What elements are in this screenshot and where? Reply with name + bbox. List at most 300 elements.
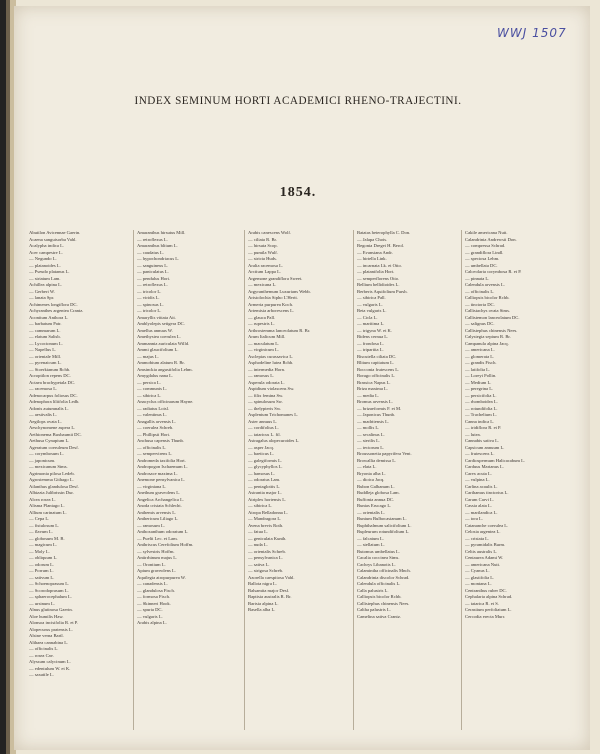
species-entry: Cerastium perfoliatum L. [465,607,512,612]
species-entry: Androsace maxima L. [137,470,178,476]
species-entry: — valentinus L. [137,412,167,417]
species-entry: — elatum Salisb. [29,334,61,339]
species-entry: — caudatus L. [137,249,164,255]
species-entry: Anthriscus Cerefolium Hoffm. [137,542,194,547]
species-entry: — fistulosum L. [29,522,60,528]
species-entry: — Japonicus Thunb. [357,412,396,417]
species-entry: Achimenes longiflora DC. [29,301,78,307]
species-entry: Andropogon Ischaemum L. [137,464,188,469]
species-entry: — retroflexus L. [137,236,168,242]
species-entry: Aeschynomene aspera L. [29,425,76,430]
species-entry: — orientalis L. [357,509,385,515]
species-entry: — orientalis Schreb. [248,548,286,554]
species-entry: — sempervirens L. [137,451,173,456]
species-entry: — salignus DC. [465,321,495,326]
species-entry: Anagallis arvensis L. [137,418,176,424]
species-entry: — Porrum L. [29,568,54,573]
species-entry: — falcatum L. [357,535,384,541]
species-entry: — cordifolius L. [248,425,279,430]
species-entry: Agrostemma Githago L. [29,477,74,482]
species-entry: — tatarica R. et S. [465,600,499,606]
species-entry: — umbellata DC. [465,262,498,268]
species-entry: — iridiflora R. et P. [465,425,502,430]
species-entry: Aristolochia Sipho L'Herit. [248,295,298,300]
species-entry: — secalinus L. [357,431,385,437]
species-entry: — sanguineus L. [137,262,169,268]
species-entry: — ciliata R. Br. [248,236,277,242]
species-entry: — officinalis L. [137,444,167,450]
species-entry: — japonicum. [29,457,56,463]
species-entry: — hirtella Link. [357,256,387,261]
species-entry: Anoda cristata Schlecht. [137,503,182,508]
species-entry: Artemisia arborescens L. [248,308,295,313]
species-entry: Arthrostemma lanceolatum R. Br. [248,327,311,333]
species-entry: Andromeda taxifolia Hort. [137,457,186,463]
species-entry: — Moly L. [29,548,50,554]
species-entry: Calla palustris L. [357,587,389,593]
species-entry: Anethum graveolens L. [137,490,181,495]
year-heading: 1854. [279,185,317,200]
species-entry: Calliopsis bicolor Rchb. [465,295,510,300]
species-entry: Callistemon lanceolatum DC. [465,314,520,320]
species-entry: Butomus umbellatus L. [357,548,401,554]
species-entry: — vulgaris L. [137,613,163,619]
species-entry: — rupestris L. [248,321,275,326]
species-entry: Armeria purpurea Koch. [248,301,294,307]
species-entry: — maritima L. [357,321,385,326]
species-entry: — americana L. [465,347,495,352]
species-entry: — mexicana L. [248,282,277,287]
species-entry: Ailanthus glandulosa Desf. [29,483,79,489]
species-entry: Callistephus chinensis Nees. [357,600,410,606]
species-entry: Biscutella ciliata DC. [357,353,397,359]
species-entry: Anthemis arvensis L. [137,509,177,515]
species-entry: Calamintha officinalis Mnch. [357,568,411,573]
species-entry: Amaranthus hirsutus Mill. [137,230,186,235]
species-entry: — formosa Fisch. [137,594,171,599]
species-entry: — tinctoria DC. [465,301,495,307]
species-entry: — rhomboidea L. [465,399,498,404]
species-entry: — fatua L. [248,529,269,534]
species-entry: Althaea cannabina L. [29,639,69,645]
species-entry: Aconitum Anthora L. [29,314,69,320]
species-entry: — sibirica L. [248,503,273,508]
species-entry: — stellatum L. [357,542,385,547]
species-entry: — obliquum L. [29,555,58,560]
species-entry: — sphaerocephalum L. [29,594,72,599]
species-entry: — sterilis L. [357,438,381,443]
species-entry: — pinnata L. [465,275,490,281]
species-entry: — marilandica L. [465,509,498,515]
species-entry: Amsinckia angustifolia Lehm. [137,366,193,372]
species-entry: — frondosa L. [357,340,384,346]
species-entry: Callistachys ovata Sims. [465,308,511,313]
species-entry: — maculatum L. [248,340,280,346]
species-entry: — odoratus Lam. [248,477,281,482]
species-entry: — communis L. [137,386,167,391]
species-entry: Argyranthemum Luxurians Webb. [248,288,311,294]
species-entry: — ursinum L. [29,600,55,606]
species-entry: — tectorum L. [357,444,385,450]
species-entry: Catananche coerulea L. [465,522,509,528]
species-entry: Aloe humilis Haw. [29,613,64,619]
species-entry: Batatas heterophylla C. Don. [357,230,411,235]
species-entry: — Napellus L. [29,347,57,352]
species-entry: Carthamus tinctorius L. [465,490,509,495]
species-entry: Asclepias curassavica L. [248,353,294,359]
species-entry: Capsicum annuum L. [465,444,505,450]
handwritten-annotation: WWJ 1507 [497,26,567,40]
species-entry: Adenophora liliifolia Ledb. [29,399,80,404]
species-entry: Alsine verna Bartl. [29,633,64,638]
species-entry: Achillea alpina L. [29,282,63,287]
species-entry: — nuda L. [248,542,268,547]
species-entry: — ramosus L. [248,373,275,378]
species-entry: Amellus annuus W. [137,327,173,333]
species-entry: Bupleurum rotundifolium L. [357,529,410,534]
species-entry: Ammannia auriculata Willd. [137,340,190,346]
species-entry: — brizaeformis F. et M. [357,405,402,411]
species-entry: — Mandragora L. [248,516,282,521]
species-entry: Berberis Aquifolium Pursh. [357,288,408,294]
species-entry: — virginiana L. [137,483,167,489]
species-entry: — glomerata L. [465,353,495,359]
species-entry: — thelypteris Sw. [248,405,282,411]
index-column-3 [248,230,354,614]
species-entry: — odorum L. [29,561,55,567]
species-entry: Balsamita major Desf. [248,587,290,593]
species-entry: — magicum L. [29,542,57,547]
species-entry: Alisma Plantago L. [29,503,65,508]
column-divider [461,230,462,730]
species-entry: — incarnata Lk. et Otto. [357,262,402,268]
species-entry: Cacalia coccinea Sims. [357,555,400,560]
species-entry: Buddleja globosa Lam. [357,490,400,495]
species-entry: — Gerberi W. [29,288,55,294]
species-entry: — Cicla L. [357,314,378,320]
species-entry: — glandulosa Fisch. [137,587,175,593]
species-entry: — mexicanum Sims. [29,464,68,469]
species-entry: Carex acuta L. [465,470,492,476]
species-entry: Astrantia major L. [248,490,282,495]
species-entry: Agrimonia pilosa Ledeb. [29,470,75,476]
species-entry: — hamosus L. [248,470,275,476]
species-entry: — Evansiana Andr. [357,249,393,255]
species-entry: — corymbosum L. [29,451,64,456]
species-entry: Baptisia australis R. Br. [248,594,292,599]
species-entry: — paniculatus L. [137,269,169,274]
species-entry: — globosum M. B. [29,535,65,541]
species-entry: — tricolor L. [137,288,162,294]
species-entry: Bartsia alpina L. [248,600,279,606]
species-entry: — asper Jacq. [248,444,274,450]
species-entry: — sylvestris Hoffm. [137,548,175,554]
species-entry: Briza maxima L. [357,386,388,391]
species-entry: Buffonia annua DC. [357,496,395,502]
species-entry: Anthericum Liliago L. [137,516,179,521]
species-entry: — officinalis L. [29,646,59,651]
species-entry: — baeticus L. [248,451,274,456]
species-entry: — grandis Fisch. [465,360,497,365]
species-entry: Celtis australis L. [465,548,498,554]
index-column-1 [29,230,135,679]
species-entry: Amethystea coerulea L. [137,334,181,339]
species-entry: Amblyolepis setigera DC. [137,321,185,326]
species-entry: — Medium L. [465,379,492,385]
species-entry: — radiatus Loisl. [137,405,170,411]
species-entry: Asperula odorata L. [248,379,285,385]
species-entry: Calliopsis bicolor Rchb. [357,594,402,599]
page-title: INDEX SEMINUM HORTI ACADEMICI RHENO-TRAJECTINI. [134,95,462,107]
species-entry: Begonia Dregei H. Berol. [357,243,405,248]
species-entry: Bellium bellidioides L. [357,282,400,287]
species-entry: — frutescens L. [465,451,495,456]
species-entry: Beta vulgaris L. [357,308,387,313]
species-entry: Acer campestre L. [29,249,63,255]
species-entry: Cassia alata L. [465,503,492,508]
species-entry: — retroflexus L. [137,282,168,287]
species-entry: — saxatile L. [29,672,54,677]
species-entry: — glastifolia L. [465,574,495,580]
species-entry: Cannabis sativa L. [465,438,500,443]
species-entry: — Puelii Lec. et Lam. [137,535,178,541]
species-entry: — platanifolia Hort. [357,269,395,274]
species-entry: — Negundo L. [29,256,57,261]
species-entry: Broussonetia papyrifera Vent. [357,451,412,456]
species-entry: — montana L. [465,581,492,586]
species-entry: — spinulosum Sw. [248,399,283,404]
species-entry: Alcea rosea L. [29,496,56,502]
species-entry: — grandiflora Lindl. [465,249,504,255]
index-column-5 [465,230,571,620]
species-entry: Bocconia frutescens L. [357,366,400,372]
species-entry: Argemone grandiflora Sweet. [248,275,303,281]
species-entry: — stricta Huds. [248,256,277,261]
species-entry: — orientale Mill. [29,353,62,359]
species-entry: — speciosa Lehm. [465,256,500,261]
species-entry: — trigyna W. et K. [357,327,392,333]
species-entry: Acaena sanguisorba Vahl. [29,236,77,242]
species-entry: Cakile americana Nutt. [465,230,508,235]
species-entry: — ramosum L. [137,522,165,528]
species-entry: — pyrenaicum L. [29,360,62,365]
species-entry: Astragalus alopecuroides L. [248,438,300,443]
species-entry: Buphthalmum salicifolium L. [357,522,412,528]
species-entry: — officinalis L. [465,288,495,294]
species-entry: — pentaglottis L. [248,483,281,489]
species-entry: Borago officinalis L. [357,373,396,378]
species-entry: — glauca Pall. [248,314,276,320]
species-entry: — persica L. [137,379,161,385]
species-entry: — compressa Schrad. [465,243,506,248]
species-entry: — Skinneri Hook. [137,600,171,606]
index-column-2 [137,230,243,627]
species-entry: — intermedia Horn. [248,366,286,372]
species-entry: — vulgaris L. [357,301,383,307]
species-entry: Alyssum calycinum L. [29,659,71,664]
species-entry: — Orontium L. [137,561,166,567]
species-entry: Carduus Marianus L. [465,464,504,469]
species-entry: Ammi glaucifolium L. [137,347,179,352]
species-entry: Cephalaria alpina Schrad. [465,594,513,599]
species-entry: Amaranthus blitum L. [137,243,178,248]
species-entry: Acalypha indica L. [29,243,65,248]
species-entry: Ballota nigra L. [248,581,277,586]
species-entry: — coerulea Schreb. [137,425,174,430]
species-entry: Antirrhinum majus L. [137,555,178,560]
species-entry: — virginicum L. [248,347,279,352]
species-entry: Campanula alpina Jacq. [465,340,509,346]
species-entry: — Schoenoprasum L. [29,581,70,586]
species-entry: — striatum Lam. [29,275,61,281]
species-entry: — media L. [357,392,380,398]
species-entry: — sibirica L. [137,392,162,398]
species-entry: Bryonia alba L. [357,470,386,476]
species-entry: Avena brevis Roth. [248,522,284,528]
species-entry: — tripartita L. [357,347,384,352]
species-entry: — Pseudo platanus L. [29,269,70,274]
species-entry: — Loreyi Pollin. [465,373,497,378]
species-entry: Cachrys Libanotis L. [357,561,396,567]
species-entry: Arabis canescens Wolf. [248,230,292,235]
species-entry: — rosea Cav. [29,652,54,658]
species-entry: — spinosus L. [137,301,164,307]
species-entry: — tora L. [465,516,483,521]
species-entry: — mollis L. [357,425,380,430]
species-entry: — madritensis L. [357,418,390,424]
species-entry: Aethusa Cynapium L. [29,438,70,443]
species-entry: — elata L. [357,464,377,469]
species-entry: — peregrina L. [465,386,494,391]
species-entry: Bubon Galbanum L. [357,483,395,489]
species-entry: — pumila Wulf. [248,249,278,255]
species-entry: — tataricus L. fil. [248,431,281,437]
species-entry: — edentulum W. et K. [29,665,71,671]
species-entry: — hypochondriacus L. [137,256,180,261]
species-entry: — lanata Spr. [29,295,55,300]
species-entry: Aethionema Buxbaumii DC. [29,431,82,437]
species-entry: Centaurea Adami W. [465,555,504,560]
species-entry: Camelina sativa Crantz. [357,613,402,619]
species-entry: Atriplex hortensis L. [248,496,287,502]
species-entry: Calandrinia Andrewsii Don. [465,236,517,242]
species-entry: Atropa Belladonna L. [248,509,288,515]
species-entry: Anthoxanthum odoratum L. [137,529,189,534]
species-entry: Calystegia sepium R. Br. [465,334,511,339]
species-entry: — semperflorens Otto. [357,275,400,281]
species-entry: Achyranthes argentea Crantz. [29,308,84,313]
species-entry: — strigosa Schreb. [248,568,284,573]
species-entry: — Scorodoprasum L. [29,587,69,593]
species-entry: Basella alba L. [248,607,276,612]
species-entry: — sativum L. [29,574,55,580]
species-entry: Arabis alpina L. [137,620,167,625]
species-entry: — glycyphyllos L. [248,464,283,469]
species-entry: Asplenium Trichomanes L. [248,412,299,417]
species-entry: Browallia demissa L. [357,457,397,463]
species-entry: Carlina acaulis L. [465,483,498,489]
species-entry: — Cepa L. [29,516,50,521]
species-entry: — dioica Jacq. [357,477,385,482]
species-entry: Adenocarpus foliosus DC. [29,392,78,398]
species-entry: Calandrinia discolor Schrad. [357,574,410,580]
species-entry: Alonsoa incisifolia R. et P. [29,620,78,625]
species-entry: Alopecurus pratensis L. [29,626,73,632]
species-entry: — cammarum L. [29,327,61,333]
species-entry: — persicifolia L. [465,392,497,398]
species-entry: Aster annuus L. [248,418,278,424]
species-entry: — flavum L. [29,529,53,534]
species-entry: Bunias Erucago L. [357,503,392,508]
species-entry: Alnus glutinosa Gaertn. [29,607,73,612]
column-divider [133,230,134,730]
species-entry: — viridis L. [137,295,160,300]
species-entry: Aspidium violascens Sw. [248,386,295,391]
species-entry: Bromus arvensis L. [357,399,393,404]
species-entry: Blitum capitatum L. [357,360,395,365]
species-entry: Ammobium alatum R. Br. [137,360,185,365]
species-entry: Amaryllis vittata Ait. [137,314,176,320]
species-entry: Anchusa capensis Thunb. [137,438,184,443]
species-entry: Callistephus chinensis Nees. [465,327,518,333]
species-entry: Aquilegia atropurpurea W. [137,574,186,580]
species-entry: — geniculata Kunth. [248,535,287,541]
species-entry: Centranthus ruber DC. [465,587,507,593]
species-entry: — pyramidalis Burm. [465,542,506,547]
species-entry: — Lycoctonum L. [29,340,63,346]
species-entry: Arum Italicum Mill. [248,334,286,339]
species-entry: — galegiformis L. [248,457,283,463]
species-entry: Canna indica L. [465,418,495,424]
species-entry: — Trachelium L. [465,412,497,417]
species-entry: Amygdalus nana L. [137,373,174,378]
species-entry: Cardiospermum Halicacabum L. [465,457,526,463]
species-entry: Calendula officinalis L. [357,581,401,586]
species-entry: — barbatum Patr. [29,321,62,326]
species-entry: — rotundifolia L. [465,405,498,411]
species-entry: — lutea. [465,431,481,437]
column-divider [244,230,245,730]
species-entry: — tricolor L. [137,308,162,313]
species-entry: — canadensis L. [137,581,168,586]
species-entry: Angelica Archangelica L. [137,496,185,502]
species-entry: — racemosa L. [29,386,58,391]
species-entry: Brassica Napus L. [357,379,391,385]
species-entry: — pendulus Hort. [137,275,171,281]
species-entry: — sativa L. [248,561,270,567]
species-entry: Calceolaria corymbosa R. et P. [465,269,522,274]
species-entry: — vulpina L. [465,477,490,482]
species-entry: Celosia argentea L. [465,529,501,534]
species-entry: Anacyclus officinarum Hayne. [137,399,194,404]
species-entry: Bunium Bulbocastanum L. [357,516,407,521]
species-entry: Carum Carvi L. [465,496,494,502]
species-entry: — Phillipsii Hort. [137,431,171,437]
species-entry: Arctium Lappa L. [248,269,282,274]
species-entry: — Cyanus L. [465,568,490,573]
species-entry: Azorella caespitosa Vahl. [248,574,295,580]
species-entry: — latifolia L. [465,366,491,372]
index-column-4 [357,230,463,620]
species-entry: — majus L. [137,353,159,359]
species-entry: Apium graveolens L. [137,568,176,573]
species-entry: Calendula arvensis L. [465,282,505,287]
species-entry: — platanoides L. [29,262,61,268]
species-entry: Albizzia Julibrissin Dur. [29,490,74,495]
species-entry: Ageratum coeruleum Desf. [29,444,79,450]
species-entry: — cristata L. [465,535,490,541]
species-entry: — americana Nutt. [465,561,501,567]
